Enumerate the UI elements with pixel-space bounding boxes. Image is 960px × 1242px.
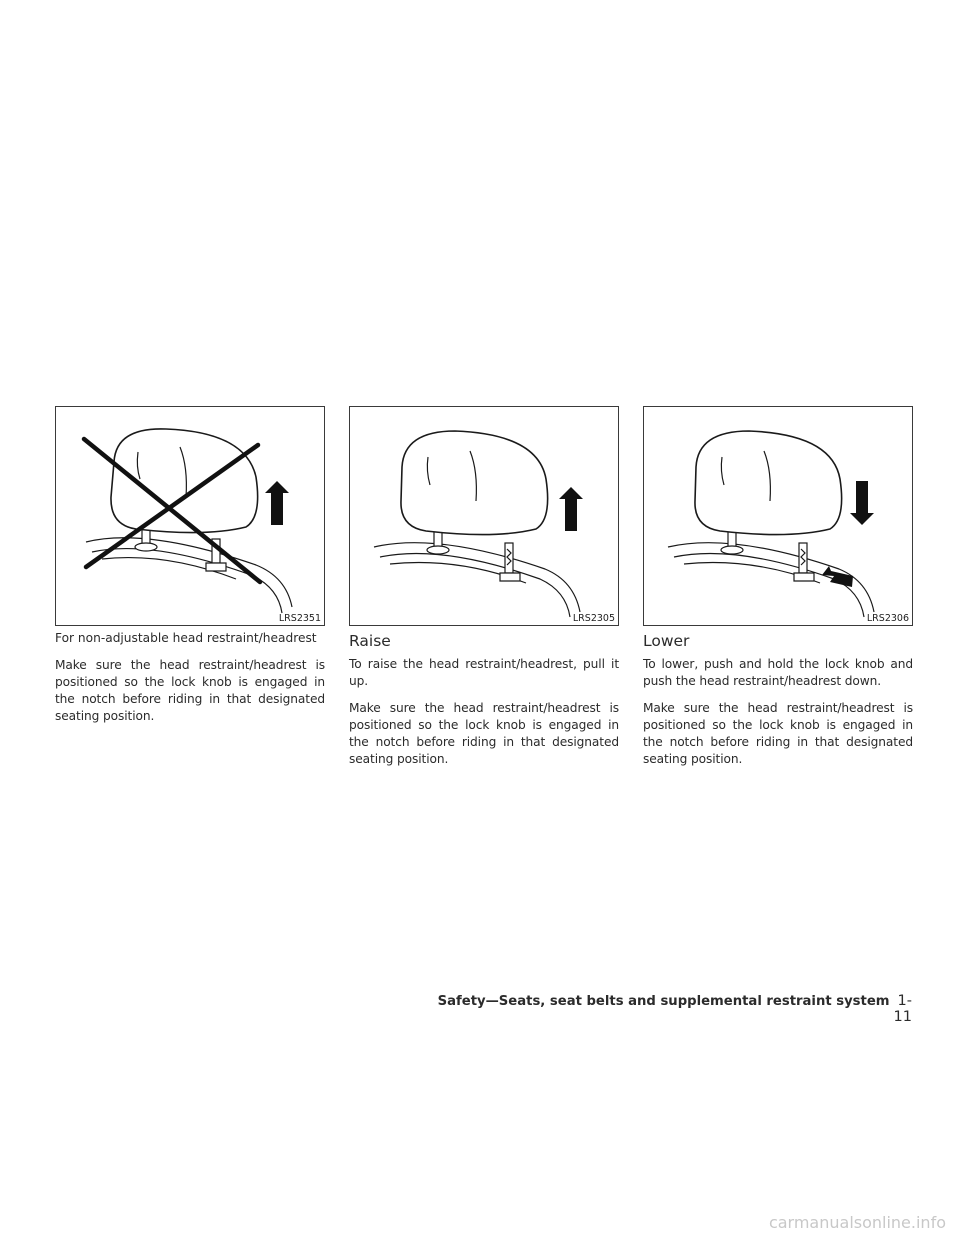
section-heading-raise: Raise bbox=[349, 632, 391, 650]
chapter-title: Safety—Seats, seat belts and supplemental restraint system bbox=[437, 994, 890, 1009]
headrest-illustration-raise bbox=[350, 407, 620, 627]
headrest-illustration-crossed bbox=[56, 407, 326, 627]
column-lower bbox=[643, 630, 913, 778]
body-paragraph: Make sure the head restraint/headrest is positioned so the lock knob is engaged in the notch before riding in that designated seating position. bbox=[643, 701, 913, 766]
body-paragraph: To raise the head restraint/headrest, pull it up. bbox=[349, 657, 619, 688]
figure-code: LRS2306 bbox=[866, 613, 909, 624]
figure-code: LRS2305 bbox=[572, 613, 615, 624]
figure-lower bbox=[643, 406, 913, 626]
body-paragraph: Make sure the head restraint/headrest is positioned so the lock knob is engaged in the notch before riding in that designated seating position. bbox=[55, 658, 325, 723]
figure-caption: For non-adjustable head restraint/headrest bbox=[55, 631, 317, 645]
column-raise bbox=[349, 630, 619, 778]
body-paragraph: To lower, push and hold the lock knob and push the head restraint/headrest down. bbox=[643, 657, 913, 688]
page-footer bbox=[422, 993, 912, 1025]
arrow-down-icon bbox=[850, 481, 874, 525]
arrow-up-icon bbox=[265, 481, 289, 525]
body-paragraph: Make sure the head restraint/headrest is positioned so the lock knob is engaged in the notch before riding in that designated seating position. bbox=[349, 701, 619, 766]
figure-code: LRS2351 bbox=[278, 613, 321, 624]
figure-raise bbox=[349, 406, 619, 626]
page-number: 1-11 bbox=[893, 993, 912, 1025]
figure-non-adjustable bbox=[55, 406, 325, 626]
section-heading-lower: Lower bbox=[643, 632, 690, 650]
arrow-up-icon bbox=[559, 487, 583, 531]
headrest-illustration-lower bbox=[644, 407, 914, 627]
column-non-adjustable bbox=[55, 630, 325, 735]
watermark: carmanualsonline.info bbox=[768, 1213, 946, 1232]
